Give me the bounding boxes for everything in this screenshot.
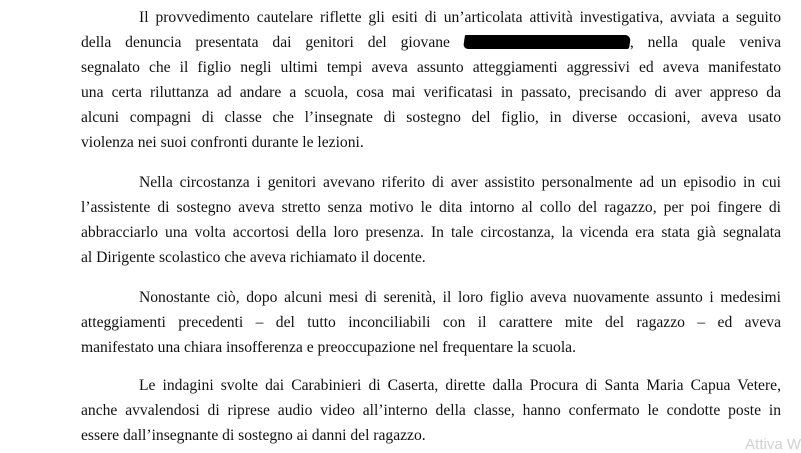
- paragraph-2: [81, 170, 781, 270]
- text-line: anche avvalendosi di riprese audio video all’interno della classe, hanno confermato le condotte poste in: [81, 402, 781, 419]
- text-line: Nella circostanza i genitori avevano riferito di aver assistito personalmente ad un episodio in cui: [139, 174, 781, 191]
- text-fragment: della denuncia presentata dai genitori del giovane: [81, 34, 450, 51]
- text-line: Nonostante ciò, dopo alcuni mesi di serenità, il loro figlio aveva nuovamente assunto i medesimi: [139, 289, 781, 306]
- paragraph-4: [81, 373, 781, 448]
- activation-watermark: Attiva W: [745, 436, 801, 453]
- text-line: una certa riluttanza ad andare a scuola, cosa mai verificatasi in passato, precisando di aver appreso da: [81, 84, 781, 101]
- paragraph-1: [81, 5, 781, 155]
- text-fragment: , nella quale veniva: [629, 34, 782, 51]
- text-line: Il provvedimento cautelare riflette gli esiti di un’articolata attività investigativa, avviata a seguito: [139, 9, 781, 26]
- text-line: violenza nei suoi confronti durante le lezioni.: [81, 134, 364, 151]
- text-line: segnalato che il figlio negli ultimi tempi aveva assunto atteggiamenti aggressivi ed aveva manifestato: [81, 59, 781, 76]
- text-line: l’assistente di sostegno aveva stretto senza motivo le dita intorno al collo del ragazzo, per poi fingere di: [81, 199, 781, 216]
- text-line: atteggiamenti precedenti – del tutto inconciliabili con il carattere mite del ragazzo – ed aveva: [81, 314, 781, 331]
- redaction-mark: [463, 35, 631, 49]
- text-line: essere dall’insegnante di sostegno ai danni del ragazzo.: [81, 427, 426, 444]
- text-line: abbracciarlo una volta accortosi della loro presenza. In tale circostanza, la vicenda era stata già segnalata: [81, 224, 781, 241]
- text-line: alcuni compagni di classe che l’insegnate di sostegno del figlio, in diverse occasioni, aveva usato: [81, 109, 781, 126]
- text-line: Le indagini svolte dai Carabinieri di Caserta, dirette dalla Procura di Santa Maria Capua Vetere,: [139, 377, 781, 394]
- text-line: [81, 30, 781, 55]
- paragraph-3: [81, 285, 781, 360]
- text-line: manifestato una chiara insofferenza e preoccupazione nel frequentare la scuola.: [81, 339, 576, 356]
- text-line: al Dirigente scolastico che aveva richiamato il docente.: [81, 249, 426, 266]
